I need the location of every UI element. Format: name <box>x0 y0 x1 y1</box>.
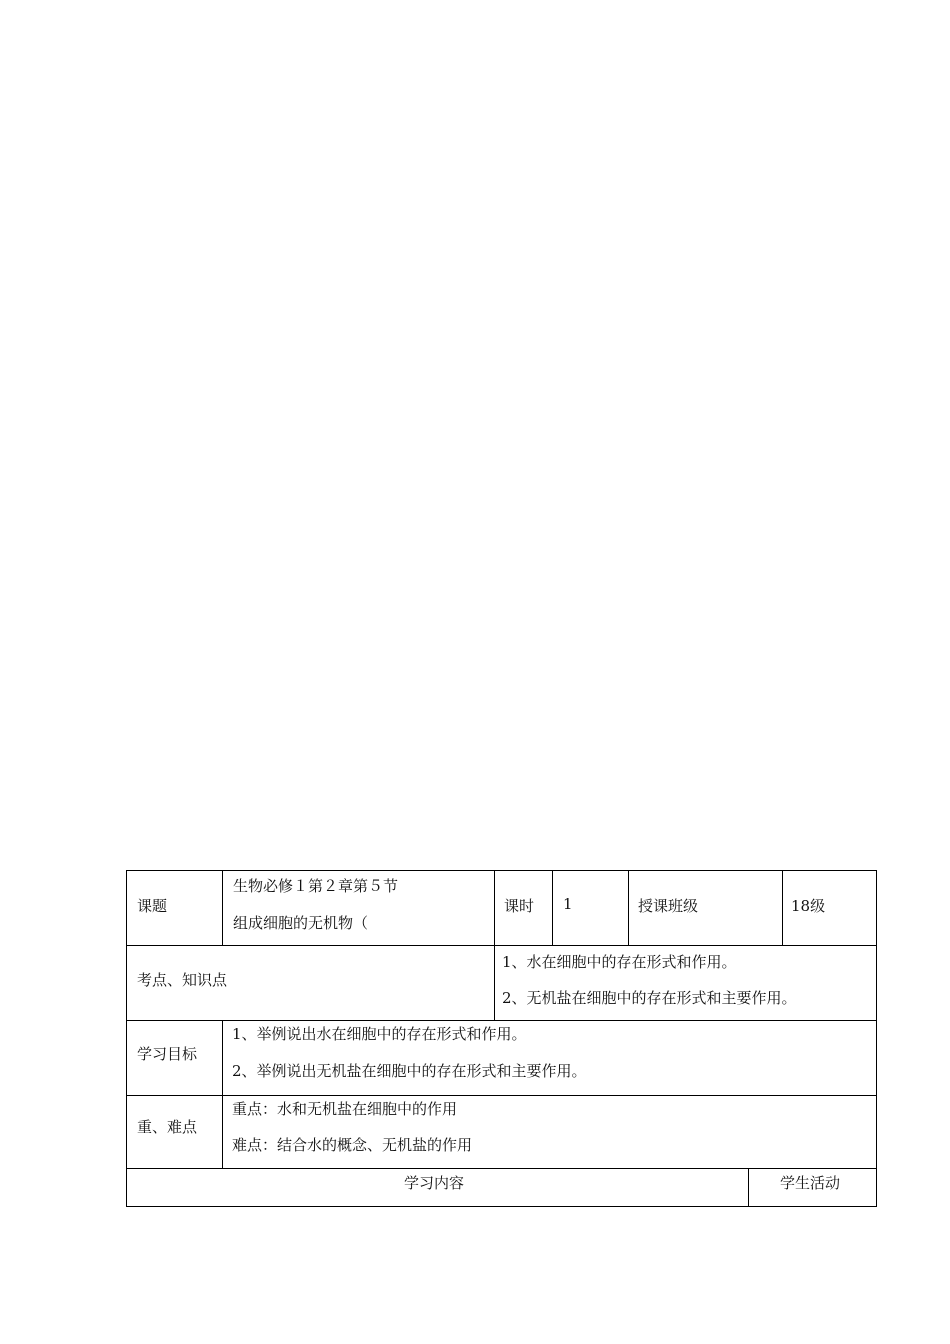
knowledge-label: 考点、知识点 <box>137 971 228 989</box>
knowledge-item-1: 1、水在细胞中的存在形式和作用。 <box>502 953 737 971</box>
key-points-label-cell <box>127 1096 222 1168</box>
topic-line-2: 组成细胞的无机物（ <box>233 914 369 932</box>
content-header-row <box>127 1169 876 1206</box>
topic-row <box>127 871 876 946</box>
knowledge-label-cell <box>127 946 494 1020</box>
class-value-cell <box>782 871 876 945</box>
key-points-cell <box>222 1096 876 1168</box>
topic-label: 课题 <box>137 897 168 915</box>
period-value: 1 <box>563 895 573 913</box>
topic-line-1: 生物必修１第２章第５节 <box>233 877 399 895</box>
activity-header-cell <box>748 1169 876 1206</box>
objective-item-2: 2、举例说出无机盐在细胞中的存在形式和主要作用。 <box>232 1062 587 1080</box>
knowledge-items-cell <box>494 946 876 1020</box>
class-label: 授课班级 <box>638 897 699 915</box>
key-point: 重点：水和无机盐在细胞中的作用 <box>232 1100 458 1118</box>
objectives-label-cell <box>127 1021 222 1095</box>
key-points-row <box>127 1096 876 1169</box>
objectives-row <box>127 1021 876 1096</box>
content-header: 学习内容 <box>404 1174 465 1192</box>
class-value: 18级 <box>791 897 826 915</box>
objectives-label: 学习目标 <box>137 1045 198 1063</box>
topic-value-cell <box>222 871 494 945</box>
key-points-label: 重、难点 <box>137 1118 198 1136</box>
objectives-items-cell <box>222 1021 876 1095</box>
difficulty-point: 难点：结合水的概念、无机盐的作用 <box>232 1136 473 1154</box>
activity-header: 学生活动 <box>780 1174 841 1192</box>
content-header-cell <box>127 1169 748 1206</box>
lesson-plan-table <box>126 870 877 1207</box>
period-label: 课时 <box>504 897 535 915</box>
knowledge-item-2: 2、无机盐在细胞中的存在形式和主要作用。 <box>502 989 797 1007</box>
objective-item-1: 1、举例说出水在细胞中的存在形式和作用。 <box>232 1025 527 1043</box>
period-value-cell <box>552 871 628 945</box>
class-label-cell <box>628 871 782 945</box>
knowledge-row <box>127 946 876 1021</box>
topic-label-cell <box>127 871 222 945</box>
period-label-cell <box>494 871 552 945</box>
